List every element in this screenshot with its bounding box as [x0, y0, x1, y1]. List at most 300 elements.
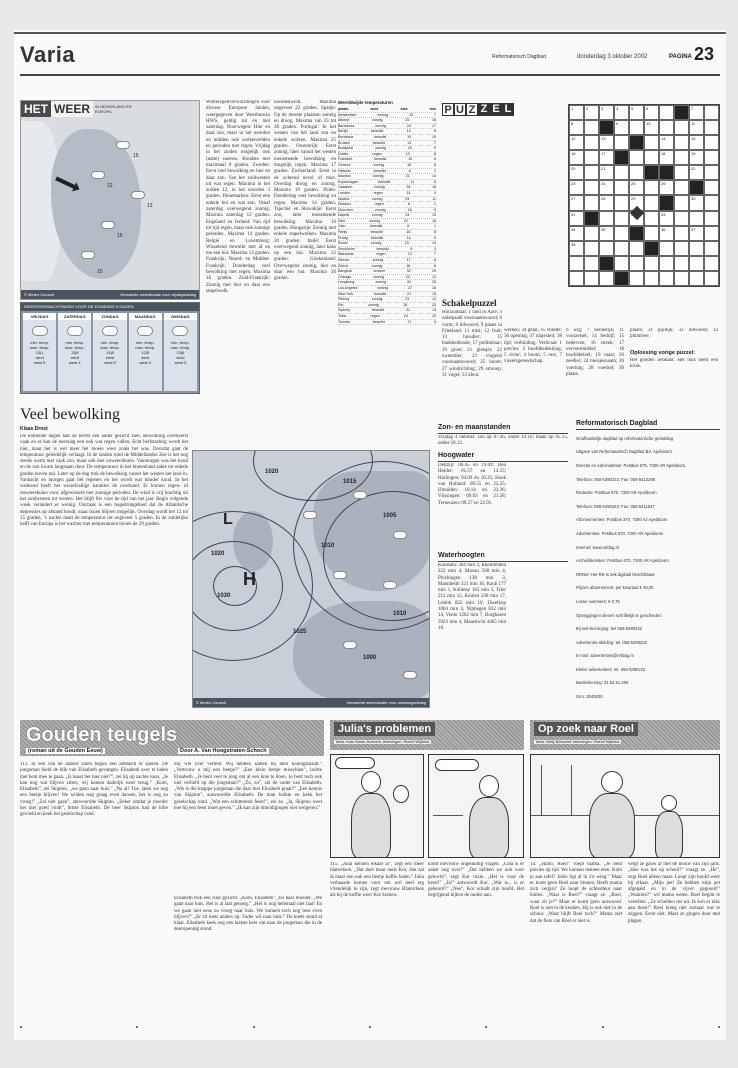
table-cell: 8 — [434, 258, 436, 263]
waterhoogten-title: Waterhoogten — [438, 552, 485, 559]
crossword-cell: 30 — [689, 195, 704, 210]
table-cell: 7 — [433, 112, 436, 117]
table-row — [338, 320, 436, 326]
table-cell: 24 — [406, 123, 411, 128]
crossword-block — [584, 211, 599, 226]
synoptic-caption: © Meteo Consult Verwachte weersituatie voor vandaagmiddag — [193, 698, 429, 707]
synoptic-weather-map — [192, 450, 430, 708]
crossword-block — [599, 256, 614, 271]
section-title: Varia — [20, 42, 76, 67]
table-cell: Bangkok — [338, 269, 352, 274]
cloud-icon — [383, 581, 397, 589]
table-cell: bewolkt — [374, 291, 387, 296]
roel-credits: tekst: Nelly Boisselet; tekeningen: Roelof Wijkstra — [536, 740, 620, 744]
crossword-cell — [689, 211, 704, 226]
crossword-cell — [644, 180, 659, 195]
table-cell: 32 — [406, 269, 411, 274]
forecast-line: 13|6 — [176, 350, 185, 355]
section-rule — [438, 461, 568, 462]
table-cell: 12 — [431, 297, 436, 302]
roel-title: Op zoek naar Roel — [534, 722, 638, 736]
table-cell: 14 — [431, 174, 436, 179]
map-temp: 12 — [107, 183, 113, 189]
crossword-cell — [674, 211, 689, 226]
comic-panel — [330, 754, 424, 858]
table-cell: 14 — [406, 190, 411, 195]
crossword-cell — [674, 165, 689, 180]
crossword-cell: 20 — [569, 165, 584, 180]
cloud-icon — [32, 326, 48, 336]
table-cell: Warschau — [338, 252, 355, 257]
forecast-line: west 3 — [174, 360, 187, 365]
table-cell: 15 — [431, 218, 436, 223]
puzzel-logo — [442, 103, 514, 116]
crossword-cell — [659, 241, 674, 256]
julia-text-2: komt mevrouw ongeduldig vragen. „Cola is er zeker nog over?” „Dat hebben we ook voor gekocht”, zegt Kor ruzie. „Het is voor de kerst!” „Ja!” antwoordt Kor. „Wat is... is er gebeurd?” „Nee”, Kor schudt zijn hoofd. Het begrijpend kijken de ouden aan. — [428, 862, 524, 899]
isobar-label: 1010 — [321, 543, 335, 549]
table-cell: Tokio — [338, 313, 347, 318]
colofon-line: Telefoon: 055-5390222; Fax: 055-5412288 — [576, 476, 656, 482]
crossword-cell — [689, 256, 704, 271]
crossword-cell — [644, 135, 659, 150]
character-figure — [469, 797, 509, 858]
section-rule — [576, 429, 720, 430]
crossword-cell: 6 — [644, 105, 659, 120]
table-cell: Londen — [338, 190, 350, 195]
table-cell: 6 — [433, 179, 436, 184]
isobar-label: 1005 — [383, 513, 397, 519]
table-cell: Kopenhagen — [338, 179, 359, 184]
forecast-line: west 4 — [139, 360, 151, 365]
puzzle-title: Schakelpuzzel — [442, 298, 497, 308]
crossword-cell — [704, 256, 719, 271]
table-cell: 14 — [406, 235, 411, 240]
colofon-line: Bankrekening: 31.53.51.200 — [576, 680, 629, 686]
crossword-cell — [644, 271, 659, 286]
forecast-line: west 5 — [33, 360, 46, 365]
cloud-icon — [137, 326, 153, 336]
crossword-cell — [614, 135, 629, 150]
table-header: plaats weer max min — [338, 107, 436, 111]
table-cell: Parijs — [338, 230, 347, 235]
crossword-cell — [704, 150, 719, 165]
table-cell: bewolkt — [371, 129, 384, 134]
table-cell: zonnig — [375, 123, 386, 128]
forecast-day — [129, 313, 162, 391]
forecast-days — [21, 311, 199, 393]
crossword-cell — [659, 271, 674, 286]
crossword-cell — [704, 105, 719, 120]
forecast-day-name: DINSDAG — [164, 313, 197, 320]
table-cell: 8 — [433, 129, 436, 134]
crossword-cell: 27 — [569, 195, 584, 210]
forecast-line: max. temp. — [29, 345, 50, 350]
serial-subtitle: (roman uit de Gouden Eeuw) — [28, 748, 103, 754]
puzzle-clues-3: 6 wig; 7 kennelijk; 11 voorzetsel; 14 bedrijf; 15 bederven; 16 streek; 17 vervoermiddel; 18 hoofddeksel; 19 maat; 20 zeedier; 24 meisjesnaam; 26 voertuig; 28 voedsel; 30 plaats. — [566, 328, 624, 378]
table-cell: 1 — [433, 202, 436, 207]
table-cell: zonnig — [371, 297, 383, 302]
crossword-cell — [614, 226, 629, 241]
crossword-cell — [704, 195, 719, 210]
table-cell: bewolkt — [371, 308, 385, 313]
section-rule — [438, 433, 568, 434]
table-cell: 24 — [403, 313, 408, 318]
puzzle-clues-2: werken; 34 getal; 35 vlinder; 36 opening; 37 majesteit; 38 tijd; verbinding. Verticaal: 1 precies; 2 hoofdbedekking; 5 rivier; 4 boom; 5 rust; 7 vissersgereedschap. — [504, 328, 562, 365]
julia-title: Julia's problemen — [334, 722, 435, 736]
colofon-line: Opzeggingen dienen schriftelijk te geschieden. — [576, 612, 663, 618]
crossword-cell — [629, 256, 644, 271]
table-cell: 14 — [432, 308, 436, 313]
table-cell: 17 — [406, 258, 411, 263]
solution-label: Oplossing vorige puzzel: — [630, 350, 696, 356]
isobar-label: 1015 — [343, 479, 357, 485]
table-cell: 9 — [433, 146, 436, 151]
character-figure — [655, 811, 683, 858]
table-cell: Lissabon — [338, 185, 353, 190]
article-headline: Veel bewolking — [20, 406, 120, 423]
cloud-icon — [116, 141, 130, 149]
table-cell: 15 — [408, 112, 413, 117]
table-cell: bewolkt — [372, 140, 385, 145]
table-cell: 15 — [431, 213, 436, 218]
crossword-cell — [584, 271, 599, 286]
sun-cloud-icon — [403, 671, 417, 679]
crossword-cell: 36 — [659, 226, 674, 241]
crossword-grid — [568, 104, 720, 287]
table-cell: 11 — [410, 179, 415, 184]
table-cell: regen — [376, 252, 386, 257]
crossword-block — [614, 271, 629, 286]
table-cell: bewolkt — [373, 168, 386, 173]
header-rule — [20, 74, 720, 76]
isobar-label: 1020 — [265, 469, 279, 475]
table-cell: bewolkt — [374, 134, 387, 139]
table-cell: 13 — [406, 129, 411, 134]
crossword-cell: 38 — [569, 241, 584, 256]
crossword-cell: 18 — [659, 150, 674, 165]
crossword-cell — [614, 211, 629, 226]
puzzel-logo-letter: U — [454, 103, 466, 116]
table-cell: Barcelona — [338, 123, 355, 128]
issue-date: donderdag 3 oktober 2002 — [577, 54, 648, 60]
crossword-block — [644, 241, 659, 256]
crossword-cell: 29 — [629, 195, 644, 210]
julia-text-1: 115. „Julia kennen elkaar al”, zegt een meer blaterdoek. „Dat doet maar niets Kor, dan zal ik maar een ouk een beetje koffie halen.” Julia verbaasde komen voor om wel heel erg vriendelijk te zijn, zegt mevrouw Blaterdoek als bij de koffie weer Kor komen. — [330, 862, 424, 899]
table-cell: 15 — [432, 291, 436, 296]
forecast-line: wind — [105, 355, 115, 360]
table-cell: 16 — [432, 185, 436, 190]
speech-bubble — [335, 757, 375, 769]
puzzel-logo-letter: Z — [478, 103, 490, 116]
table-cell: 6 — [433, 263, 436, 268]
table-cell: zonnig — [375, 146, 386, 151]
crossword-cell — [629, 120, 644, 135]
crossword-cell — [644, 211, 659, 226]
crossword-cell: 8 — [569, 120, 584, 135]
crossword-cell — [704, 226, 719, 241]
puzzel-logo-letter: E — [490, 103, 502, 116]
table-cell: 16 — [406, 263, 411, 268]
crossword-cell: 3 — [599, 105, 614, 120]
table-cell: 16 — [407, 207, 412, 212]
table-cell: zonnig — [372, 174, 384, 179]
table-cell: bewolkt — [376, 246, 389, 251]
table-cell: zonnig — [377, 112, 388, 117]
table-cell: zonnig — [373, 162, 385, 167]
comic-panel — [530, 754, 720, 858]
table-cell: 9 — [410, 246, 413, 251]
table-cell: Wenen — [338, 258, 350, 263]
crossword-cell — [584, 256, 599, 271]
table-cell: 16 — [406, 230, 411, 235]
map-temp: 15 — [133, 153, 139, 159]
forecast-line: max. temp. — [135, 345, 156, 350]
table-cell: Sydney — [338, 308, 350, 313]
paper-name: Reformatorisch Dagblad — [492, 54, 546, 60]
table-cell: 13 — [405, 151, 410, 156]
forecast-line: max. temp. — [64, 345, 85, 350]
colofon-line: Advertentie-afdeling: tel. 055-5390222 — [576, 639, 648, 645]
high-pressure-label: H — [243, 569, 256, 589]
character-head — [393, 785, 409, 803]
crossword-cell — [659, 105, 674, 120]
table-cell: regen — [374, 202, 384, 207]
crossword-cell: 31 — [569, 211, 584, 226]
speech-bubble — [435, 759, 479, 771]
table-cell: 8 — [433, 151, 436, 156]
table-cell: regen — [372, 151, 382, 156]
character-head — [479, 775, 499, 797]
hoogwater-title: Hoogwater — [438, 452, 475, 459]
table-cell: 14 — [407, 140, 412, 145]
colofon-line: E-mail: advertenties@refdag.nl — [576, 653, 634, 659]
table-cell: 18 — [407, 162, 412, 167]
julia-credits: tekst: Irwin Baron-Hoevers; tekeningen: Roelof Wijkstra — [336, 740, 430, 744]
table-cell: 11 — [432, 196, 436, 201]
rain-cloud-icon — [303, 511, 317, 519]
isobar-label: 1020 — [211, 551, 225, 557]
crossword-block — [629, 135, 644, 150]
forecast-line: max. temp. — [100, 345, 120, 350]
table-cell: 9 — [433, 319, 436, 324]
crossword-cell — [599, 271, 614, 286]
table-cell: zonnig — [377, 286, 389, 290]
table-cell: zonnig — [375, 207, 386, 212]
colofon-lines — [576, 432, 720, 704]
wintersport-column-2: noordenwind. Maxima ongeveer 22 graden. Spanje: Op de meeste plaatsen zonnig en droog. Maxima van 23 tot 28 graden. Portugal: In het westen van het land zon en enkele wolken. Maxima 25 graden. Oostenrijk: Eerst zonnig, later vanuit het westen toenemende bewolking en mogelijk regen. Maxima 17 graden. Zwitserland: Eerst in de ochtend nevel of mist. Overdag droog en zonnig. Maxima 19 graden. Polen: Donderdag veel bewolking en regen. Maxima 14 graden. Tsjechië en Slowakije: Eerst zon, later toenemende bewolking. Maxima 16 graden. Hongarije: Zonnig met enkele stapelwolken. Maxima 20 graden. Italië: Eerst overwegend zonnig, later kans op een bui. Maxima 22 graden. Griekenland: Overwegend zonnig, hier en daar een bui. Maxima 26 graden. — [274, 100, 336, 282]
crossword-cell: 35 — [599, 226, 614, 241]
table-cell: zonnig — [372, 258, 384, 263]
table-cell: 26 — [406, 185, 411, 190]
page-number: 23 — [694, 44, 715, 64]
table-cell: 20 — [407, 146, 412, 151]
table-cell: bewolkt — [371, 235, 384, 240]
forecast-line: 14|8 — [106, 350, 114, 355]
crossword-cell — [614, 256, 629, 271]
puzzel-logo-letter: P — [442, 103, 454, 116]
table-cell: Hongkong — [338, 280, 355, 285]
table-cell: 8 — [407, 224, 410, 229]
table-body — [338, 113, 436, 326]
map-caption: © Meteo Consult Verwachte weersituatie voor vrijdagmiddag — [21, 290, 199, 299]
table-cell: Bordeaux — [338, 134, 354, 139]
colofon-line: RDNet: Het RD is ook digitaal beschikbaar — [576, 571, 655, 577]
isobar-label: 1025 — [293, 629, 307, 635]
crossword-cell: 16 — [569, 150, 584, 165]
colofon-line: Archiefdiensten: Postbus 670, 7300 AR Apeldoorn — [576, 558, 669, 564]
crossword-cell — [584, 241, 599, 256]
table-line — [433, 815, 463, 816]
table-cell: bewolkt — [374, 157, 387, 162]
het-weer-logo: HET WEER IN NEDERLAND EN EUROPA — [21, 101, 145, 117]
table-cell: 10 — [431, 134, 436, 139]
crossword-cell: 21 — [599, 165, 614, 180]
crossword-cell: 22 — [689, 165, 704, 180]
table-cell: bewolkt — [378, 179, 391, 184]
table-cell: zonnig — [374, 185, 385, 190]
crossword-cell: 14 — [659, 135, 674, 150]
forecast-day-name: ZATERDAG — [58, 313, 91, 320]
crossword-cell: 26 — [659, 180, 674, 195]
crossword-cell — [584, 195, 599, 210]
crossword-cell — [644, 195, 659, 210]
crossword-cell: 5 — [629, 105, 644, 120]
crossword-cell — [704, 211, 719, 226]
crossword-block — [644, 165, 659, 180]
forecast-line: 13|6 — [70, 350, 79, 355]
crossword-cell — [629, 150, 644, 165]
table-cell: 21 — [406, 308, 411, 313]
table-cell: 22 — [405, 274, 410, 279]
crossword-cell: 34 — [569, 226, 584, 241]
crossword-cell: 33 — [659, 211, 674, 226]
table-cell: bewolkt — [370, 224, 383, 229]
table-cell: 19 — [407, 134, 412, 139]
colofon-line: Telefoon: 055-5390222; Fax: 055-5411547 — [576, 503, 655, 509]
comic-panel — [428, 754, 524, 858]
roel-text-1: 14. „Hallo, Roel!” roept mama. „Je bent precies op tijd. We kunnen meteen eten. Kom je aan tafel? Jobie ligt al in z'n wieg.” Maar er komt geen Roel naar binnen. Heeft mama zich vergist? Ze loopt de achterdeur naar buiten. „Waar is Roel?” vraagt ze. „Roel, waar zit je?” Maar er komt geen antwoord. Roel is niet in de keuken. Hij is ook niet in de schuur. „Waar blijft Roel toch?” Mama ziet dat de fiets van Roel er niet is. — [530, 862, 622, 924]
cloud-icon — [67, 326, 83, 336]
crossword-cell — [704, 180, 719, 195]
wintersport-column: Wintersportverwachtingen voor diverse Europese landen, weergegeven door Weerbureau HWS, geldig tot en met zaterdag. Noorwegen: Hier en daar zon, maar in het noorden en midden ook wolkenvelden en perioden met regen. Vrijdag in het zuiden mogelijk ook (natte) sneeuw. Koudste met maximaal 0 graden. Zweden: Eerst veel bewolking en hier en daar zon. Van het zuidwesten uit wat regen. Maxima in het zuiden 12, in het noorden 3 graden. Denemarken: Eerst een enkele bui en wat zon. Vanaf zaterdag overwegend zonnig. Maxima zaterdag 12 graden. Engeland en Ierland: Van tijd tot tijd regen, maar ook zonnige perioden. Maxima 14 graden. België en Luxemburg: Wisselend bewolkt met af en toe een bui. Maxima 13 graden. Frankrijk: Noord- en Midden-Frankrijk. Donderdag veel bewolking met regen. Maxima 18 graden. Zuid-Frankrijk: Zonnig met hier en daar een stapelwolk. — [206, 100, 270, 294]
cloud-icon — [333, 571, 347, 579]
solution-text: Het gouden ledikant. Het huis heeft een kruis. — [630, 358, 718, 370]
crossword-cell — [599, 211, 614, 226]
table-cell: Genève — [338, 162, 351, 167]
table-cell: Amsterdam — [338, 112, 357, 117]
table-cell: Chicago — [338, 274, 352, 279]
table-cell: zonnig — [371, 213, 383, 218]
table-cell: 27 — [408, 286, 413, 290]
isobar-label: 1030 — [217, 593, 231, 599]
crossword-cell: 11 — [689, 120, 704, 135]
table-cell: Frankfurt — [338, 157, 353, 162]
table-cell: 16 — [432, 118, 436, 123]
cloud-icon — [131, 191, 145, 199]
table-cell: Moskou — [338, 202, 351, 207]
forecast-line: 13|1 — [35, 350, 44, 355]
table-cell: Los Angeles — [338, 286, 358, 290]
crossword-cell: 24 — [599, 180, 614, 195]
table-cell: 25 — [431, 269, 436, 274]
forecast-line: max. temp. — [170, 345, 191, 350]
character-head — [361, 771, 381, 793]
table-cell: 15 — [408, 157, 413, 162]
table-cell: Zürich — [338, 263, 348, 268]
table-cell: 6 — [433, 157, 436, 162]
table-cell: 19 — [431, 313, 436, 318]
crossword-cell — [689, 271, 704, 286]
forecast-line: west 5 — [104, 360, 116, 365]
footer-register-marks — [20, 1026, 720, 1030]
table-cell: Nice — [338, 218, 346, 223]
colofon-title: Reformatorisch Dagblad — [576, 420, 658, 427]
crossword-cell: 37 — [689, 226, 704, 241]
crossword-cell: 28 — [599, 195, 614, 210]
forecast-day — [23, 313, 56, 391]
table-cell: 3 — [433, 246, 436, 251]
crossword-cell — [614, 165, 629, 180]
crossword-cell — [569, 256, 584, 271]
crossword-block — [599, 120, 614, 135]
table-cell: zonnig — [371, 263, 383, 268]
crossword-cell — [659, 256, 674, 271]
forecast-line: wind — [70, 355, 79, 360]
cloud-icon — [91, 171, 105, 179]
netherlands-land — [51, 129, 141, 279]
colofon-line: Losse nummers: € 0,75 — [576, 598, 620, 604]
crossword-cell — [704, 165, 719, 180]
table-cell: onweer — [373, 269, 386, 274]
crossword-cell — [704, 271, 719, 286]
cloud-icon — [172, 326, 188, 336]
forecast-day-name: MAANDAG — [129, 313, 162, 320]
map-temp: 15 — [117, 233, 123, 239]
cloud-icon — [101, 221, 115, 229]
cloud-icon — [393, 531, 407, 539]
top-rule — [14, 32, 726, 34]
crossword-cell — [584, 135, 599, 150]
crossword-cell: 23 — [569, 180, 584, 195]
table-cell: Rome — [338, 241, 348, 246]
serial-author: Door A. Van Hoogstraten-Schoch — [180, 748, 267, 754]
table-cell: 20 — [431, 302, 436, 307]
map-temp: 15 — [97, 269, 103, 275]
puzzel-logo-letter: L — [502, 103, 514, 116]
forecast-day-name: VRIJDAG — [23, 313, 56, 320]
table-cell: 28 — [403, 302, 408, 307]
crossword-block — [659, 165, 674, 180]
puzzel-logo-letter: Z — [466, 103, 478, 116]
crossword-cell — [584, 226, 599, 241]
table-cell: 16 — [432, 286, 436, 290]
table-cell: 6 — [407, 202, 410, 207]
table-cell: 8 — [408, 168, 411, 173]
crossword-cell: 13 — [599, 135, 614, 150]
forecast-line: west 4 — [69, 360, 81, 365]
crossword-block — [614, 150, 629, 165]
zon-maan-title: Zon- en maanstanden — [438, 424, 511, 431]
table-cell: 7 — [434, 252, 436, 257]
map-temp: 13 — [147, 203, 153, 209]
crossword-cell: 4 — [614, 105, 629, 120]
table-cell: zonnig — [368, 302, 379, 307]
table-cell: 21 — [407, 291, 412, 296]
crossword-cell — [629, 165, 644, 180]
crossword-cell: 17 — [599, 150, 614, 165]
crossword-cell — [674, 120, 689, 135]
colofon-line: Giro: 3049200 — [576, 694, 603, 700]
